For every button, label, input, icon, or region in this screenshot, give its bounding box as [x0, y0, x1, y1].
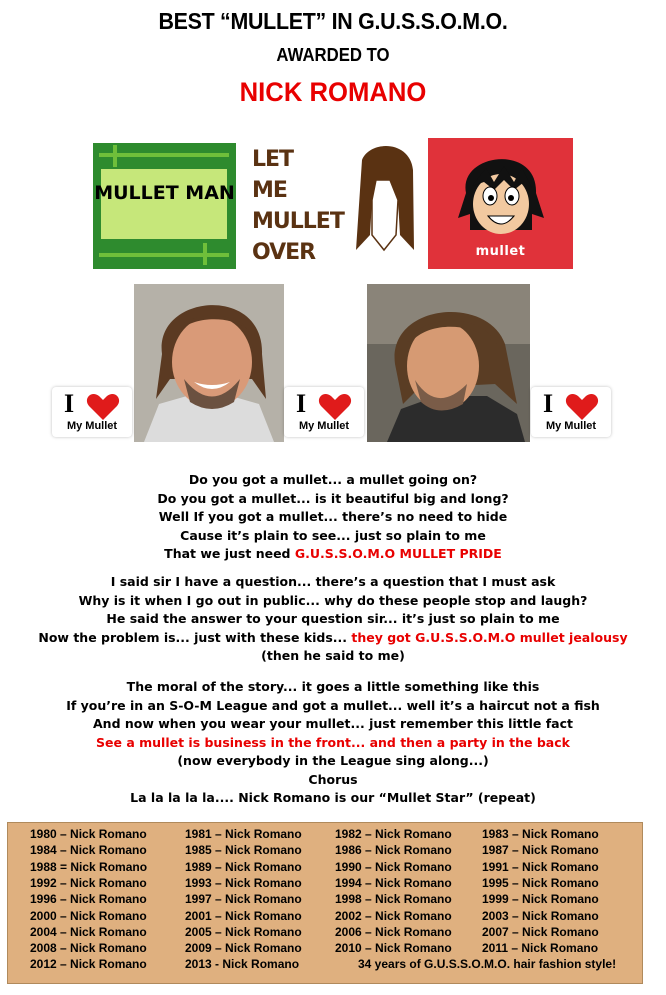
winner-cell: 2009 – Nick Romano: [185, 941, 302, 956]
winner-cell: 1998 – Nick Romano: [335, 892, 452, 907]
winner-cell: 1981 – Nick Romano: [185, 827, 302, 841]
winner-cell: 1992 – Nick Romano: [30, 875, 147, 890]
winner-cell: 1990 – Nick Romano: [335, 859, 452, 874]
winner-cell: 2005 – Nick Romano: [185, 924, 302, 939]
cartoon-mullet-label: mullet: [475, 244, 526, 259]
lyric-line: (then he said to me): [261, 648, 405, 663]
winner-cell: 1983 – Nick Romano: [482, 827, 599, 841]
winner-cell: 2004 – Nick Romano: [30, 924, 147, 939]
lyric-line: I said sir I have a question... there’s a question that I must ask: [110, 574, 556, 589]
mullet-man-text: MULLET MAN: [94, 182, 235, 204]
winner-cell: 1986 – Nick Romano: [335, 843, 452, 858]
winner-cell: 1999 – Nick Romano: [482, 892, 599, 907]
lyric-line: Do you got a mullet... is it beautiful big and long?: [157, 490, 509, 506]
winners-table: [7, 822, 643, 984]
i-love-my-mullet-badge: I My Mullet: [284, 387, 364, 437]
winner-cell: 1991 – Nick Romano: [482, 859, 599, 874]
winner-cell: 1989 – Nick Romano: [185, 859, 302, 874]
lyric-line: Chorus: [308, 771, 358, 787]
portrait-photo-profile: [367, 284, 530, 442]
winner-cell: 2012 – Nick Romano: [30, 957, 147, 972]
awardee-name: NICK ROMANO: [239, 77, 427, 107]
winner-cell: 1985 – Nick Romano: [185, 843, 302, 858]
winner-cell: 2008 – Nick Romano: [30, 941, 147, 956]
heart-icon: [565, 393, 599, 421]
winner-cell: 2011 – Nick Romano: [482, 941, 599, 956]
portrait-photo-smiling: [134, 284, 284, 442]
lyric-line: (now everybody in the League sing along...): [177, 753, 489, 768]
page-title: BEST “MULLET” IN G.U.S.S.O.M.O.: [158, 8, 508, 34]
heart-icon: [318, 393, 352, 421]
lyric-line: Cause it’s plain to see... just so plain to me: [180, 527, 486, 543]
winner-cell: 1987 – Nick Romano: [482, 843, 599, 858]
mullet-silhouette-icon: [250, 140, 415, 275]
lyric-line: [0, 734, 666, 753]
lyric-line: Do you got a mullet... a mullet going on?: [188, 472, 478, 487]
let-me-mullet-over-logo: LET ME MULLET OVER: [250, 140, 415, 275]
lyric-highlight: they got G.U.S.S.O.M.O mullet jealousy: [351, 629, 628, 645]
lyric-line: If you’re in an S-O-M League and got a mullet... well it’s a haircut not a fish: [66, 697, 600, 713]
winner-cell: 1980 – Nick Romano: [30, 827, 147, 841]
lyric-highlight: G.U.S.S.O.M.O MULLET PRIDE: [294, 546, 502, 561]
winner-cell: 1984 – Nick Romano: [30, 843, 147, 858]
cartoon-mullet-logo: [428, 138, 573, 269]
lyric-highlight: See a mullet is business in the front... and then a party in the back: [96, 734, 570, 750]
winners-footnote: 34 years of G.U.S.S.O.M.O. hair fashion style!: [358, 957, 617, 972]
winner-cell: 2002 – Nick Romano: [335, 908, 452, 923]
lyric-line: He said the answer to your question sir... it’s just so plain to me: [106, 611, 560, 626]
winner-cell: 1994 – Nick Romano: [335, 875, 452, 890]
winner-cell: 1997 – Nick Romano: [185, 892, 302, 907]
winner-cell: 1982 – Nick Romano: [335, 827, 452, 841]
lyric-line: And now when you wear your mullet... just remember this little fact: [93, 716, 573, 731]
i-love-my-mullet-badge: I My Mullet: [531, 387, 611, 437]
winner-cell: 2007 – Nick Romano: [482, 924, 599, 939]
awarded-to-label: AWARDED TO: [276, 45, 390, 65]
winner-cell: 1988 = Nick Romano: [30, 859, 148, 874]
lyrics-verse-2: [0, 573, 666, 666]
winner-cell: 1995 – Nick Romano: [482, 875, 599, 890]
winner-cell: 2000 – Nick Romano: [30, 908, 147, 923]
lyric-line: Why is it when I go out in public... why do these people stop and laugh?: [78, 592, 588, 608]
lyric-line: Now the problem is... just with these kids... they got G.U.S.S.O.M.O mullet jealousy: [38, 629, 628, 645]
lyrics-verse-1: [0, 471, 666, 564]
lyric-line: La la la la la.... Nick Romano is our “Mullet Star” (repeat): [130, 790, 536, 805]
mullet-man-logo: [93, 143, 236, 269]
winner-cell: 2006 – Nick Romano: [335, 924, 452, 939]
i-love-my-mullet-badge: I My Mullet: [52, 387, 132, 437]
heart-icon: [86, 393, 120, 421]
lyric-line: Well If you got a mullet... there’s no need to hide: [158, 509, 508, 524]
lyric-line: That we just need G.U.S.S.O.M.O MULLET PRIDE: [164, 546, 502, 561]
lyric-line: The moral of the story... it goes a little something like this: [126, 679, 540, 694]
winner-cell: 2001 – Nick Romano: [185, 908, 302, 923]
winner-cell: 2003 – Nick Romano: [482, 908, 599, 923]
winner-cell: 1996 – Nick Romano: [30, 892, 147, 907]
winner-cell: 2010 – Nick Romano: [335, 941, 452, 956]
winner-cell: 2013 - Nick Romano: [185, 957, 300, 972]
winner-cell: 1993 – Nick Romano: [185, 875, 302, 890]
lyrics-verse-3: [0, 678, 666, 808]
